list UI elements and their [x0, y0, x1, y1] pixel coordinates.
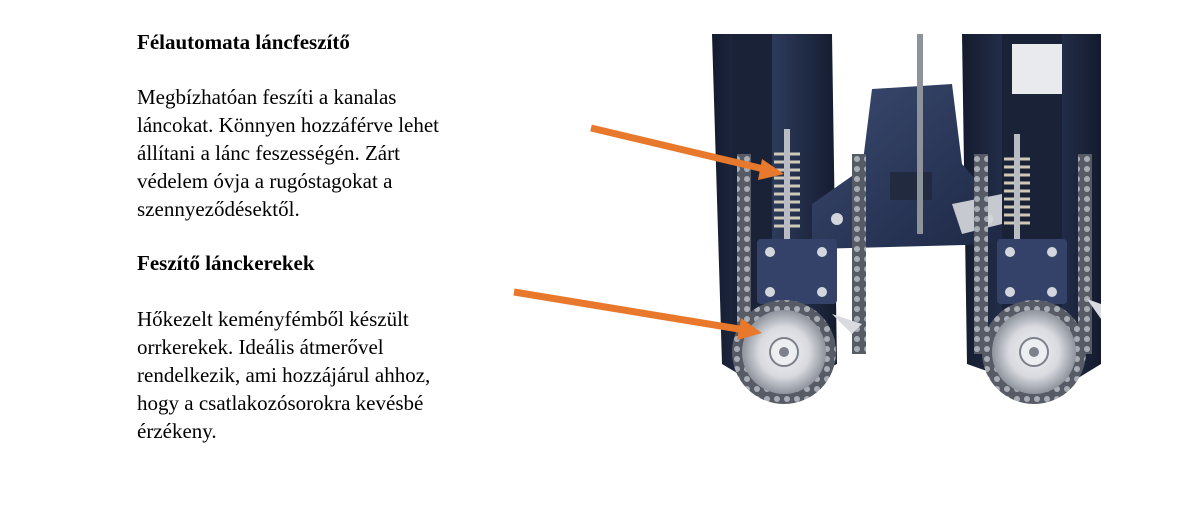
body-line: rendelkezik, ami hozzájárul ahhoz, [137, 363, 431, 387]
chain-tensioner-photo [712, 34, 1101, 414]
body-line: Megbízhatóan feszíti a kanalas [137, 85, 397, 109]
body-line: láncokat. Könnyen hozzáférve lehet [137, 113, 440, 137]
body-line: hogy a csatlakozósorokra kevésbé [137, 391, 424, 415]
section-body-sprockets [137, 305, 497, 445]
body-line: orrkerekek. Ideális átmerővel [137, 335, 384, 359]
body-line: Hőkezelt keményfémből készült [137, 307, 409, 331]
section-title-sprockets: Feszítő lánckerekek [137, 251, 315, 275]
body-line: védelem óvja a rugóstagokat a [137, 169, 393, 193]
section-title-chain-tensioner: Félautomata láncfeszítő [137, 30, 350, 54]
body-line: szennyeződésektől. [137, 197, 300, 221]
section-body-chain-tensioner [137, 83, 497, 223]
body-line: állítani a lánc feszességén. Zárt [137, 141, 400, 165]
body-line: érzékeny. [137, 419, 217, 443]
